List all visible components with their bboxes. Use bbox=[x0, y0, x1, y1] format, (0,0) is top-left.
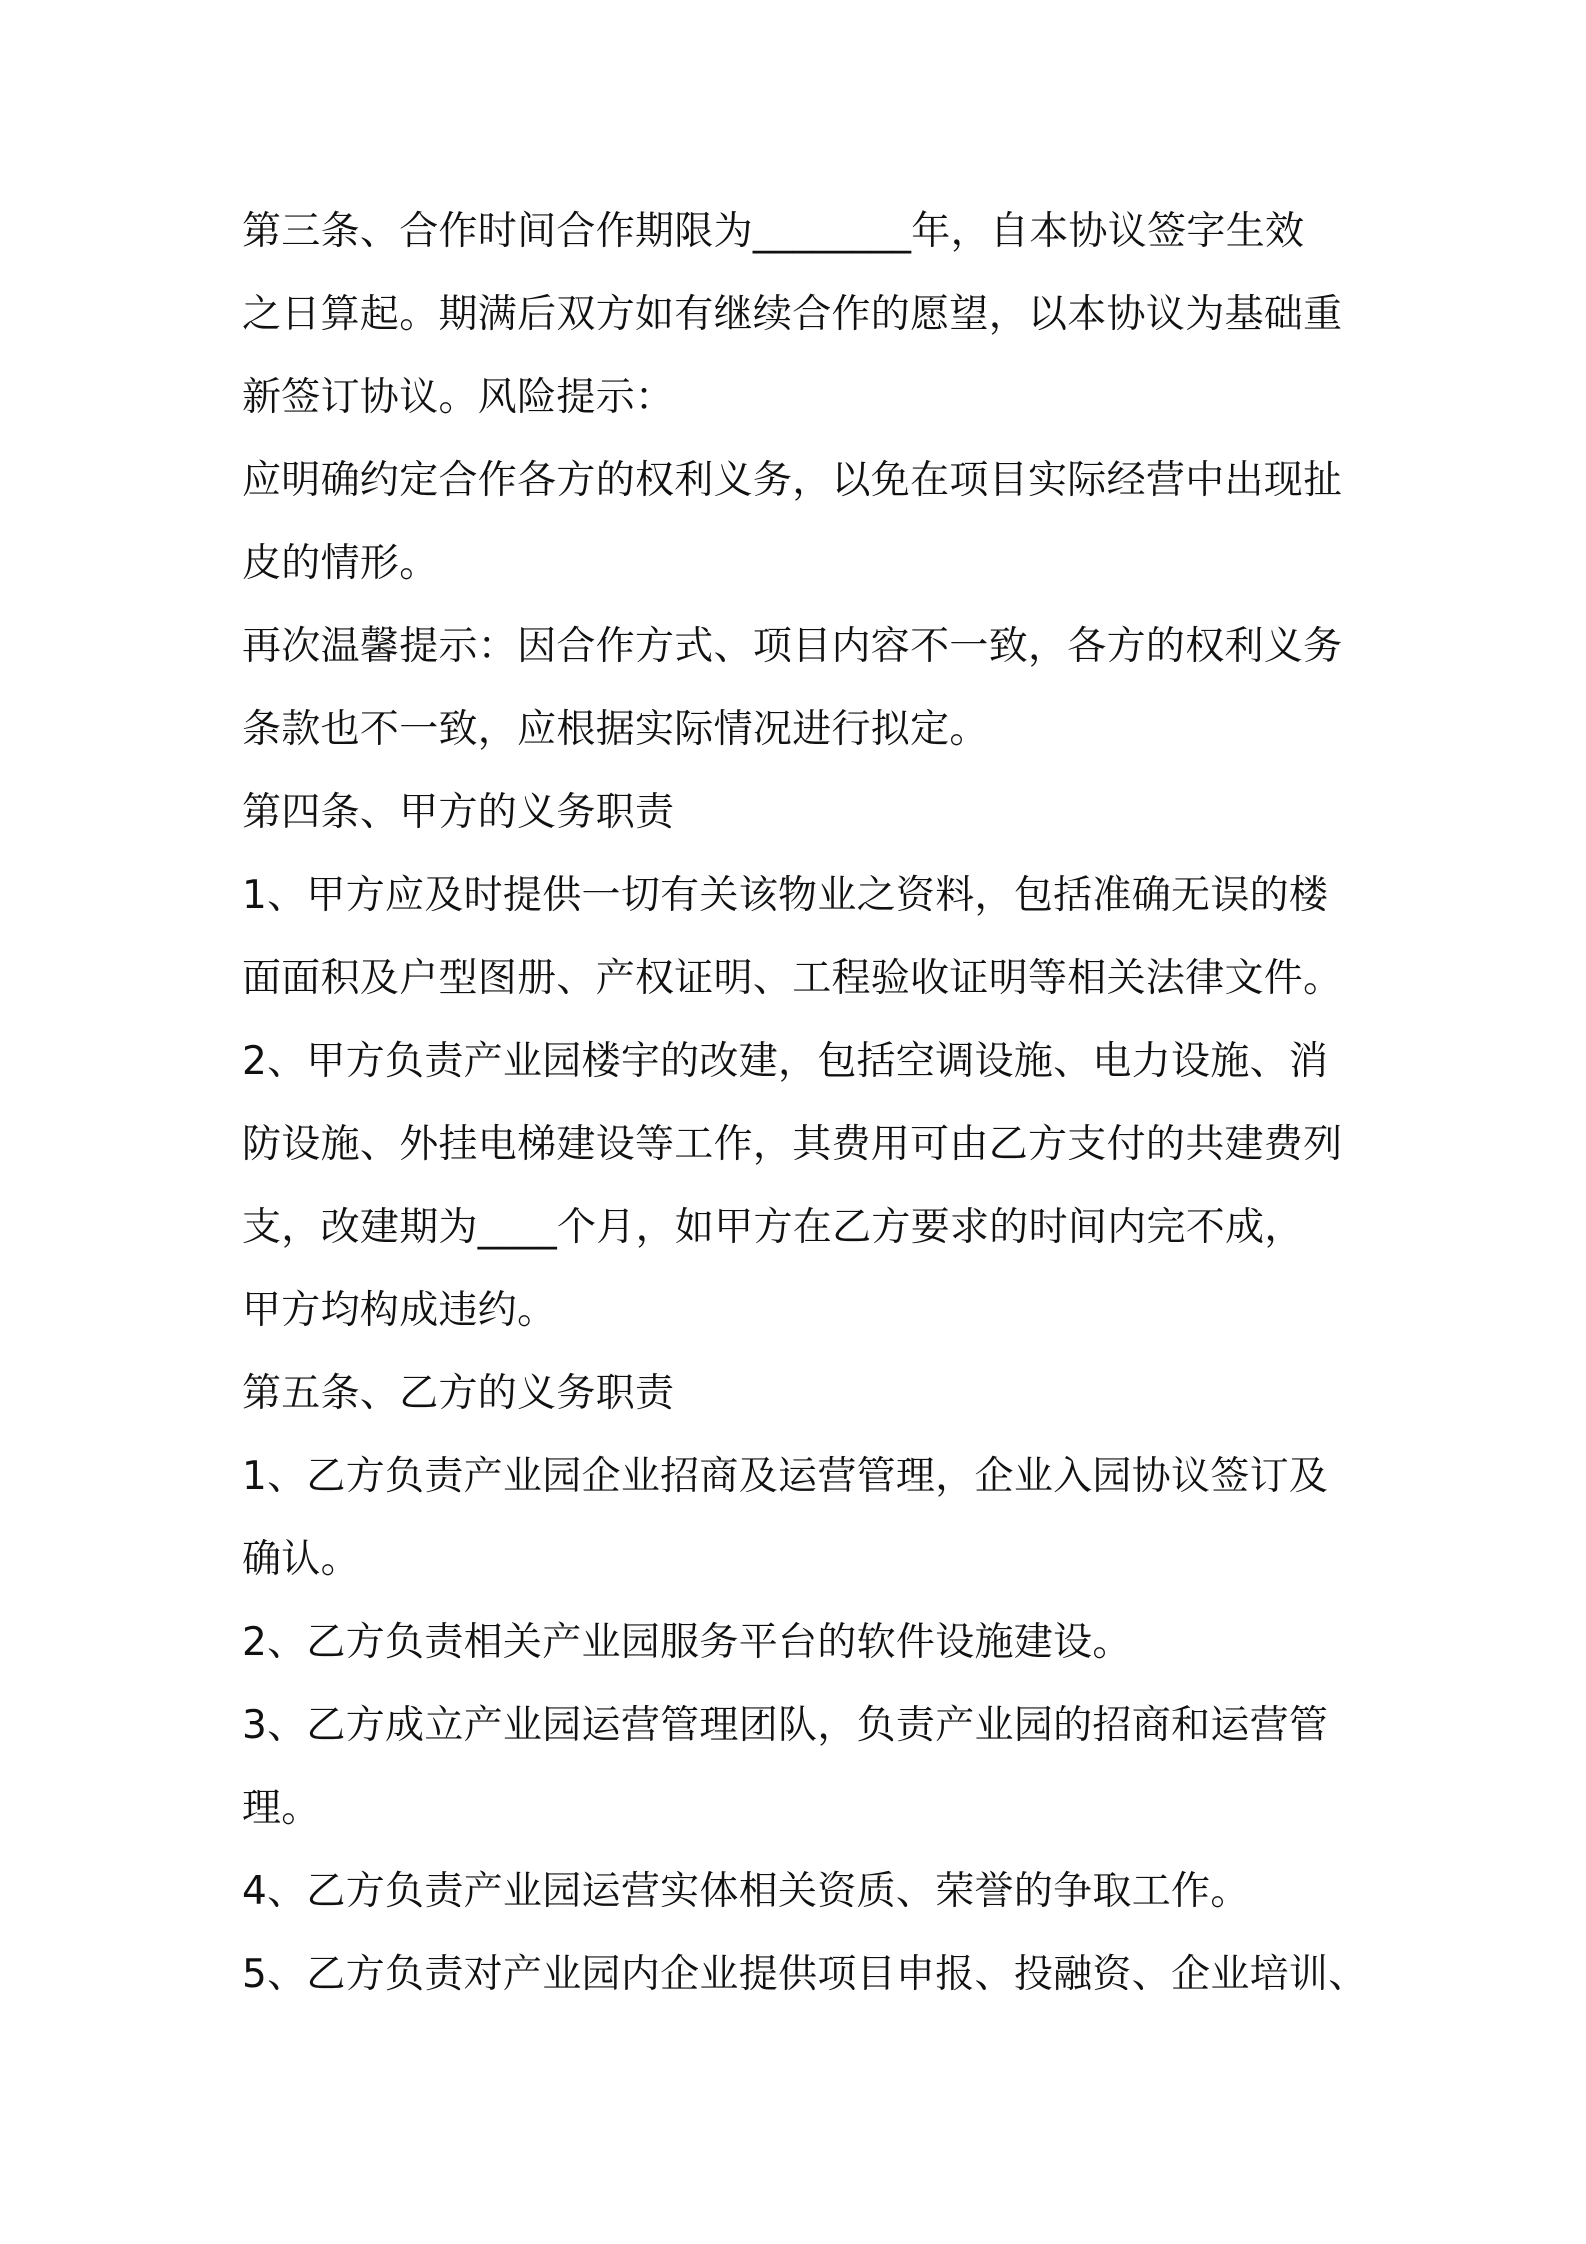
text-line: 应明确约定合作各方的权利义务，以免在项目实际经营中出现扯 bbox=[242, 458, 1343, 503]
text-line: 第三条、合作时间合作期限为________年，自本协议签字生效 bbox=[242, 209, 1305, 254]
text-line: 4、乙方负责产业园运营实体相关资质、荣誉的争取工作。 bbox=[242, 1869, 1250, 1914]
text-line: 3、乙方成立产业园运营管理团队，负责产业园的招商和运营管 bbox=[242, 1703, 1329, 1748]
text-line: 新签订协议。风险提示： bbox=[242, 375, 675, 420]
text-line: 2、甲方负责产业园楼宇的改建，包括空调设施、电力设施、消 bbox=[242, 1039, 1329, 1084]
text-line: 再次温馨提示：因合作方式、项目内容不一致，各方的权利义务 bbox=[242, 624, 1343, 669]
text-line: 防设施、外挂电梯建设等工作，其费用可由乙方支付的共建费列 bbox=[242, 1122, 1343, 1167]
text-line: 1、乙方负责产业园企业招商及运营管理，企业入园协议签订及 bbox=[242, 1454, 1329, 1499]
section-heading: 第五条、乙方的义务职责 bbox=[242, 1371, 675, 1416]
text-line: 理。 bbox=[242, 1786, 321, 1831]
text-line: 面面积及户型图册、产权证明、工程验收证明等相关法律文件。 bbox=[242, 956, 1343, 1001]
text-line: 确认。 bbox=[242, 1537, 360, 1582]
section-heading: 第四条、甲方的义务职责 bbox=[242, 790, 675, 835]
document-body bbox=[242, 190, 1372, 2016]
text-line: 1、甲方应及时提供一切有关该物业之资料，包括准确无误的楼 bbox=[242, 873, 1329, 918]
text-line: 之日算起。期满后双方如有继续合作的愿望，以本协议为基础重 bbox=[242, 292, 1343, 337]
text-line: 5、乙方负责对产业园内企业提供项目申报、投融资、企业培训、 bbox=[242, 1952, 1368, 1997]
text-line: 皮的情形。 bbox=[242, 541, 439, 586]
text-line: 2、乙方负责相关产业园服务平台的软件设施建设。 bbox=[242, 1620, 1132, 1665]
text-line: 支，改建期为____个月，如甲方在乙方要求的时间内完不成， bbox=[242, 1205, 1304, 1250]
text-line: 条款也不一致，应根据实际情况进行拟定。 bbox=[242, 707, 989, 752]
text-line: 甲方均构成违约。 bbox=[242, 1288, 557, 1333]
